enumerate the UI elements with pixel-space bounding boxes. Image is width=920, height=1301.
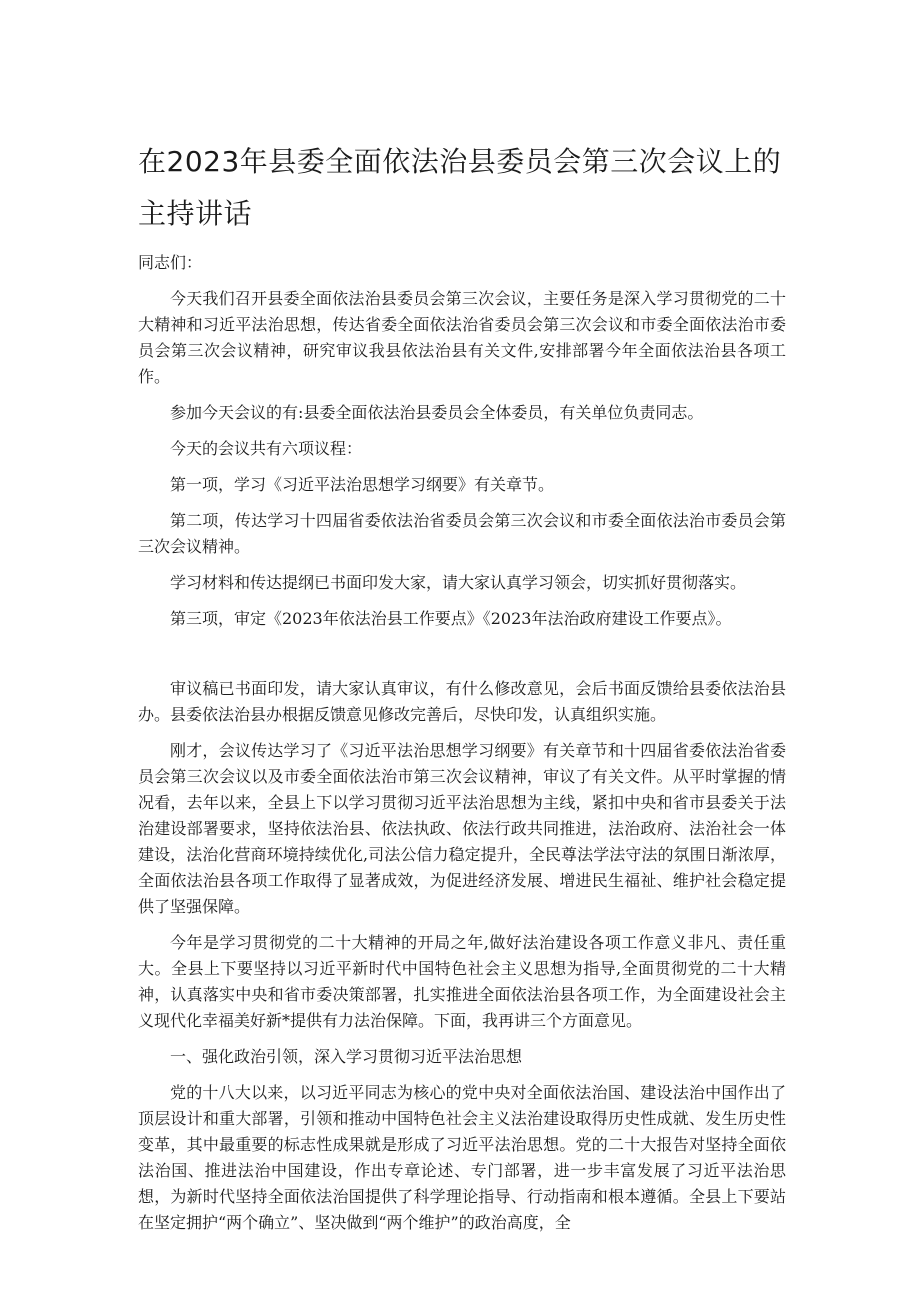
title-line-2: 主持讲话 [138,197,253,230]
paragraph-intro: 今天我们召开县委全面依法治县委员会第三次会议，主要任务是深入学习贯彻党的二十大精神和习近平法治思想，传达省委全面依法治省委员会第三次会议和市委全面依法治市委员会第三次会议精神，研究审议我县依法治县有关文件,安排部署今年全面依法治县各项工作。 [138,289,786,386]
paragraph-gap [138,642,786,676]
paragraph-agenda-item-3: 第三项，审定《2023年依法治县工作要点》《2023年法治政府建设工作要点》。 [170,609,732,628]
paragraph-summary: 刚才，会议传达学习了《习近平法治思想学习纲要》有关章节和十四届省委依法治省委员会第三次会议以及市委全面依法治市第三次会议精神，审议了有关文件。从平时掌握的情况看，去年以来，全县上下以学习贯彻习近平法治思想为主线，紧扣中央和省市县委关于法治建设部署要求，坚持依法治县、依法执政、依法行政共同推进，法治政府、法治社会一体建设，法治化营商环境持续优化,司法公信力稳定提升，全民尊法学法守法的氛围日渐浓厚，全面依法治县各项工作取得了显著成效，为促进经济发展、增进民生福祉、维护社会稳定提供了坚强保障。 [138,741,786,916]
paragraph-study-materials: 学习材料和传达提纲已书面印发大家，请大家认真学习领会，切实抓好贯彻落实。 [170,573,747,592]
paragraph-this-year: 今年是学习贯彻党的二十大精神的开局之年,做好法治建设各项工作意义非凡、责任重大。全县上下要坚持以习近平新时代中国特色社会主义思想为指导,全面贯彻党的二十大精神，认真落实中央和省市委决策部署，扎实推进全面依法治县各项工作，为全面建设社会主义现代化幸福美好新*提供有力法治保障。下面，我再讲三个方面意见。 [138,933,786,1030]
paragraph-review: 审议稿已书面印发，请大家认真审议，有什么修改意见，会后书面反馈给县委依法治县办。县委依法治县办根据反馈意见修改完善后，尽快印发，认真组织实施。 [138,679,786,724]
paragraph-attendees: 参加今天会议的有:县委全面依法治县委员会全体委员，有关单位负责同志。 [170,403,704,422]
greeting: 同志们： [138,253,203,272]
section-heading-1: 一、强化政治引领，深入学习贯彻习近平法治思想 [170,1047,523,1066]
document-page [138,136,786,1246]
paragraph-agenda-intro: 今天的会议共有六项议程： [170,439,363,458]
document-title [138,136,786,240]
paragraph-section-1-body: 党的十八大以来，以习近平同志为核心的党中央对全面依法治国、建设法治中国作出了顶层设计和重大部署，引领和推动中国特色社会主义法治建设取得历史性成就、发生历史性变革，其中最重要的标志性成果就是形成了习近平法治思想。党的二十大报告对坚持全面依法治国、推进法治中国建设，作出专章论述、专门部署，进一步丰富发展了习近平法治思想，为新时代坚持全面依法治国提供了科学理论指导、行动指南和根本遵循。全县上下要站在坚定拥护“两个确立”、坚决做到“两个维护”的政治高度，全 [138,1083,786,1232]
paragraph-agenda-item-2: 第二项，传达学习十四届省委依法治省委员会第三次会议和市委全面依法治市委员会第三次会议精神。 [138,511,786,556]
paragraph-agenda-item-1: 第一项，学习《习近平法治思想学习纲要》有关章节。 [170,475,555,494]
title-line-1: 在2023年县委全面依法治县委员会第三次会议上的 [138,145,782,178]
